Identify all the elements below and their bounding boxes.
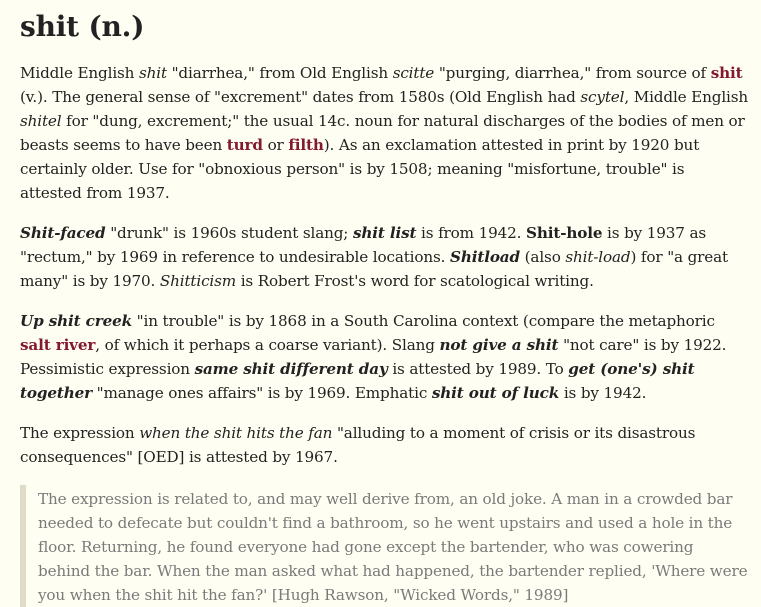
text: for "dung, excrement;" the usual 14c. noun for natural discharges of the bodies of men or beasts seems to have been [20, 112, 745, 154]
text: "diarrhea," from Old English [166, 64, 393, 82]
crossref-link-shit-verb[interactable]: shit [710, 64, 743, 82]
text: (also [519, 248, 566, 266]
text: ). As an exclamation attested in print by 1920 but certainly older. Use for "obnoxious person" is by 1508; meaning "misfortune, trouble" is attested from 1937. [20, 136, 700, 202]
bold-italic-term: Shit-faced [20, 224, 106, 242]
text: , Middle English [624, 88, 749, 106]
text: is by 1937 as "rectum," by 1969 in reference to undesirable locations. [20, 224, 707, 266]
text: (v.). The general sense of "excrement" dates from 1580s (Old English had [20, 88, 581, 106]
text: ) for "a great many" is by 1970. [20, 248, 728, 290]
text: Middle English [20, 64, 139, 82]
bold-italic-term: same shit different day [194, 360, 388, 378]
bold-italic-term: shit list [352, 224, 417, 242]
text: "alluding to a moment of crisis or its disastrous consequences" [OED] is attested by 1967. [20, 424, 696, 466]
text: "in trouble" is by 1868 in a South Carolina context (compare the metaphoric [131, 312, 715, 330]
bold-term: Shit-hole [526, 224, 603, 242]
etymology-paragraph-2 [20, 221, 749, 293]
text: is from 1942. [416, 224, 526, 242]
italic-term: shitel [20, 112, 62, 130]
text: is attested by 1989. To [387, 360, 569, 378]
bold-italic-term: Shitload [450, 248, 520, 266]
bold-italic-term: not give a shit [439, 336, 559, 354]
crossref-link-salt-river[interactable]: salt river [20, 336, 96, 354]
etymology-paragraph-4 [20, 421, 749, 469]
text: or [262, 136, 289, 154]
text: is Robert Frost's word for scatological writing. [236, 272, 594, 290]
etymology-paragraph-1 [20, 61, 749, 205]
text: "not care" is by 1922. Pessimistic expression [20, 336, 727, 378]
crossref-link-filth[interactable]: filth [288, 136, 324, 154]
text: is by 1942. [559, 384, 647, 402]
text: "manage ones affairs" is by 1969. Emphatic [91, 384, 432, 402]
text: "drunk" is 1960s student slang; [105, 224, 353, 242]
bold-italic-term: Up shit creek [20, 312, 132, 330]
italic-term: when the shit hits the fan [139, 424, 333, 442]
quotation-block [20, 485, 749, 607]
entry-headword: shit (n.) [20, 10, 145, 43]
etymology-paragraph-3 [20, 309, 749, 405]
crossref-link-turd[interactable]: turd [226, 136, 263, 154]
italic-term: Shitticism [159, 272, 237, 290]
italic-term: scitte [392, 64, 435, 82]
text: "purging, diarrhea," from source of [434, 64, 711, 82]
italic-term: shit [138, 64, 167, 82]
quotation-text: The expression is related to, and may well derive from, an old joke. A man in a crowded bar needed to defecate but couldn't find a bathroom, so he went upstairs and used a hole in the floor. Returning, he found everyone had gone except the bartender, who was cowering behind the bar. When the man asked what had happened, the bartender replied, 'Where were you when the shit hit the fan?' [Hugh Rawson, "Wicked Words," 1989] [38, 490, 748, 604]
italic-term: scytel [580, 88, 625, 106]
text: The expression [20, 424, 140, 442]
italic-term: shit-load [565, 248, 631, 266]
bold-italic-term: shit out of luck [431, 384, 560, 402]
bold-italic-term: get (one's) shit together [20, 360, 695, 402]
text: , of which it perhaps a coarse variant). Slang [95, 336, 440, 354]
